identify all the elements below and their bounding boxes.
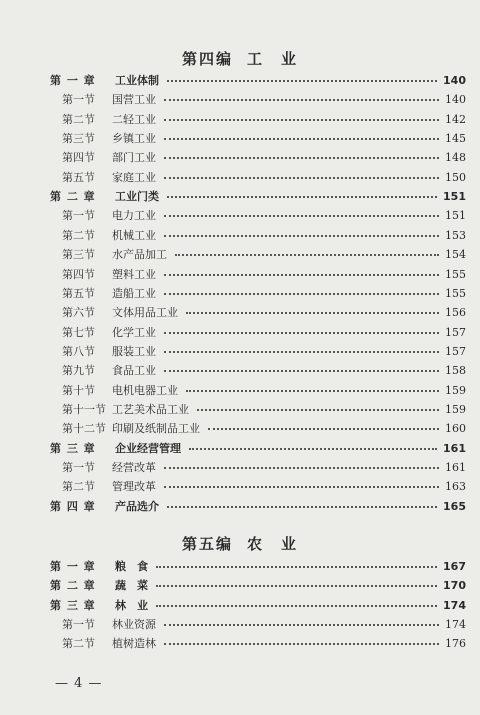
part-heading [0,48,480,69]
entry-label: 第七节 [62,325,95,339]
entry-title: 电力工业 [112,209,156,223]
entry-page: 167 [443,560,466,573]
entry-title: 食品工业 [112,364,156,378]
entry-page: 157 [445,344,466,358]
entry-title: 产品选介 [115,499,159,513]
dot-leader [208,428,439,430]
dot-leader [164,177,439,179]
entry-page: 154 [445,248,466,262]
entry-page: 176 [445,637,466,651]
toc-section-row [0,419,480,438]
toc-section-row [0,458,480,477]
entry-page: 140 [443,74,466,87]
entry-page: 156 [445,306,466,320]
dot-leader [164,624,439,626]
entry-title: 文体用品工业 [112,306,178,320]
entry-page: 158 [445,364,466,378]
entry-label: 第一节 [62,209,95,223]
toc-section-row [0,615,480,634]
entry-page: 160 [445,422,466,436]
part-number: 第四编 [181,50,233,68]
entry-label: 第 一 章 [50,560,96,573]
entry-title: 塑料工业 [112,267,156,281]
entry-title: 乡镇工业 [112,132,156,146]
part-heading [0,533,480,554]
entry-page: 148 [445,151,466,165]
entry-title: 林 业 [115,598,148,612]
entry-label: 第 二 章 [50,579,96,593]
entry-label: 第一节 [62,618,95,632]
dot-leader [164,332,439,334]
dot-leader [164,274,439,276]
part-subject: 工 业 [247,50,299,68]
dot-leader [164,99,439,101]
toc-section-row [0,634,480,653]
entry-title: 机械工业 [112,228,156,242]
entry-label: 第二节 [62,480,95,494]
entry-label: 第一节 [62,461,95,474]
entry-page: 159 [445,402,466,416]
toc-section-row [0,284,480,303]
toc-section-row [0,400,480,419]
entry-page: 155 [445,267,466,281]
toc-chapter-row [0,576,480,595]
toc-chapter-row [0,596,480,615]
entry-label: 第五节 [62,286,95,300]
entry-title: 国营工业 [112,93,156,107]
entry-label: 第三节 [62,132,95,146]
dot-leader [189,448,437,450]
entry-label: 第三节 [62,248,95,262]
entry-label: 第九节 [62,364,95,378]
toc-section-row [0,90,480,109]
entry-label: 第二节 [62,112,95,126]
entry-title: 工业体制 [115,74,159,87]
entry-title: 工艺美术品工业 [112,402,189,416]
entry-title: 工业门类 [115,190,159,204]
part-number: 第五编 [181,535,233,553]
toc-chapter-row [0,497,480,516]
entry-label: 第二节 [62,637,95,651]
toc-chapter-row [0,439,480,458]
dot-leader [164,235,439,237]
dot-leader [164,215,439,217]
entry-title: 化学工业 [112,325,156,339]
entry-title: 林业资源 [112,618,156,632]
dot-leader [167,506,437,508]
entry-title: 管理改革 [112,480,156,494]
entry-label: 第四节 [62,267,95,281]
entry-page: 150 [445,170,466,184]
toc-chapter-row [0,71,480,90]
entry-page: 161 [443,441,466,455]
entry-label: 第八节 [62,344,95,358]
toc-section-row [0,245,480,264]
entry-label: 第 二 章 [50,190,96,204]
entry-label: 第六节 [62,306,95,320]
toc-section-row [0,323,480,342]
entry-page: 153 [445,228,466,242]
dot-leader [164,467,439,469]
entry-title: 粮 食 [115,560,148,573]
entry-label: 第十节 [62,383,95,397]
entry-label: 第十二节 [62,422,106,436]
dot-leader [156,605,437,607]
entry-label: 第五节 [62,170,95,184]
toc-section-row [0,168,480,187]
entry-page: 159 [445,383,466,397]
dot-leader [164,157,439,159]
entry-page: 155 [445,286,466,300]
toc-section-row [0,477,480,496]
entry-title: 水产品加工 [112,248,167,262]
entry-page: 140 [445,93,466,107]
dot-leader [164,486,439,488]
dot-leader [197,409,439,411]
toc-section-row [0,381,480,400]
toc-section-row [0,226,480,245]
toc-section-row [0,129,480,148]
entry-page: 170 [443,579,466,593]
entry-page: 161 [445,461,466,474]
dot-leader [164,351,439,353]
entry-page: 157 [445,325,466,339]
toc-chapter-row [0,557,480,576]
page-number: — 4 — [55,676,103,691]
dot-leader [175,254,439,256]
entry-page: 151 [445,209,466,223]
dot-leader [167,80,437,82]
entry-page: 174 [445,618,466,632]
entry-title: 二轻工业 [112,112,156,126]
entry-label: 第 三 章 [50,441,96,455]
toc-section-row [0,110,480,129]
entry-title: 植树造林 [112,637,156,651]
dot-leader [186,312,439,314]
entry-label: 第十一节 [62,402,106,416]
dot-leader [164,370,439,372]
entry-label: 第一节 [62,93,95,107]
entry-page: 151 [443,190,466,204]
entry-title: 部门工业 [112,151,156,165]
dot-leader [186,390,439,392]
dot-leader [164,138,439,140]
entry-page: 142 [445,112,466,126]
entry-page: 174 [443,598,466,612]
entry-title: 企业经营管理 [115,441,181,455]
entry-title: 印刷及纸制品工业 [112,422,200,436]
toc-chapter-row [0,187,480,206]
entry-label: 第 三 章 [50,598,96,612]
entry-title: 服装工业 [112,344,156,358]
dot-leader [164,119,439,121]
entry-title: 家庭工业 [112,170,156,184]
dot-leader [164,293,439,295]
toc-section-row [0,361,480,380]
entry-page: 145 [445,132,466,146]
entry-label: 第二节 [62,228,95,242]
entry-title: 蔬 菜 [115,579,148,593]
entry-label: 第 一 章 [50,74,96,87]
dot-leader [156,566,437,568]
entry-page: 165 [443,499,466,513]
entry-label: 第四节 [62,151,95,165]
dot-leader [167,196,437,198]
toc-section-row [0,265,480,284]
dot-leader [164,643,439,645]
toc-section-row [0,303,480,322]
entry-title: 造船工业 [112,286,156,300]
dot-leader [156,585,437,587]
toc-section-row [0,206,480,225]
toc-section-row [0,342,480,361]
entry-label: 第 四 章 [50,499,96,513]
entry-page: 163 [445,480,466,494]
entry-title: 电机电器工业 [112,383,178,397]
part-subject: 农 业 [247,535,299,553]
entry-title: 经营改革 [112,461,156,474]
toc-section-row [0,148,480,167]
